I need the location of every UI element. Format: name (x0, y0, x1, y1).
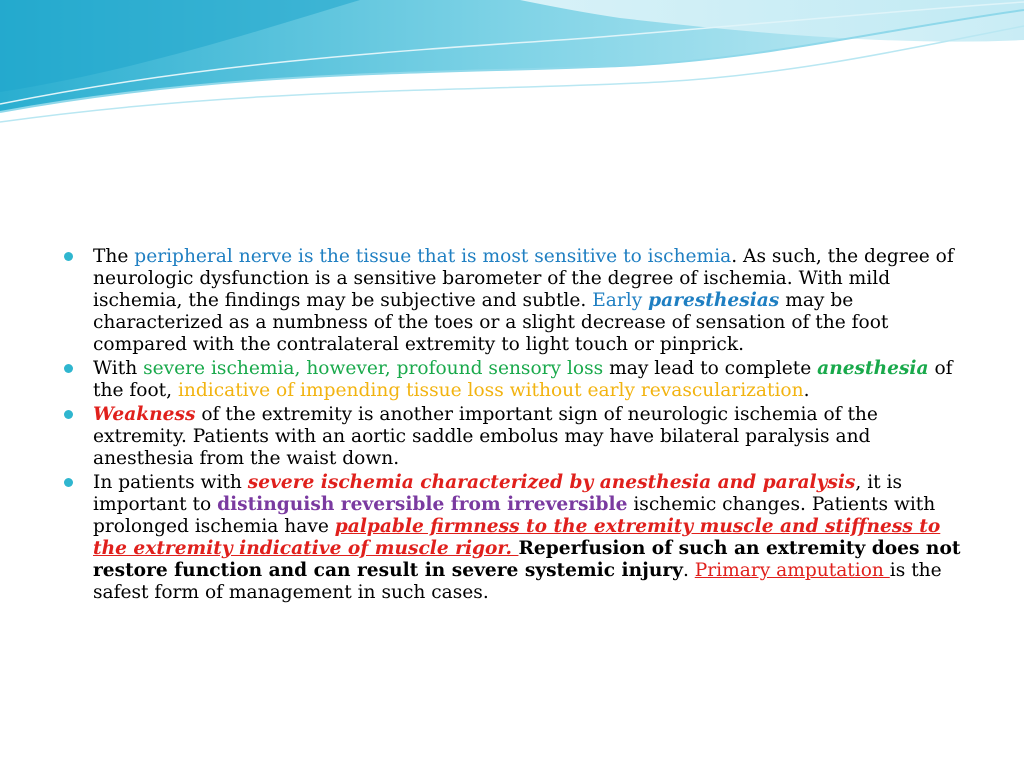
bullet-item-severe-ischemia (62, 358, 962, 402)
text: of the extremity is another important sign of neurologic ischemia of the extremity. Patients with an aortic saddle embolus may have bilateral paralysis and anesthesia from the waist down. (93, 404, 878, 469)
bullet-item-reversible-irreversible (62, 472, 962, 604)
emphasis-text: distinguish reversible from irreversible (217, 494, 628, 515)
highlight-text: peripheral nerve is the tissue that is most sensitive to ischemia (134, 246, 732, 267)
bullet-item-peripheral-nerve (62, 246, 962, 356)
highlight-text: indicative of impending tissue loss without early revascularization (177, 380, 804, 401)
text: . (803, 380, 810, 401)
text: may lead to complete (603, 358, 818, 379)
header-wave-decoration (0, 0, 1024, 150)
text: . As such, the degree of neurologic dysfunction is a sensitive barometer of the degree of ischemia. With mild ischemia, the findings may be subjective and subtle. (93, 246, 954, 311)
text: . (682, 560, 695, 581)
highlight-text: severe ischemia, however, profound sensory loss (143, 358, 604, 379)
text: In patients with (93, 472, 248, 493)
bullet-icon (64, 364, 73, 373)
bullet-icon (64, 410, 73, 419)
text: , it is important to (93, 472, 903, 515)
highlight-text: Primary amputation (694, 560, 890, 581)
bullet-item-weakness (62, 404, 962, 470)
emphasis-text: paresthesias (648, 290, 780, 311)
bullet-icon (64, 252, 73, 261)
bullet-list (62, 246, 962, 604)
highlight-text: Early (592, 290, 649, 311)
text: may be characterized as a numbness of the toes or a slight decrease of sensation of the foot compared with the contralateral extremity to light touch or pinprick. (93, 290, 889, 355)
emphasis-text: severe ischemia characterized by anesthesia and paralysis (247, 472, 856, 493)
text: of the foot, (93, 358, 953, 401)
emphasis-text: Weakness (93, 404, 196, 425)
emphasis-text: palpable firmness to the extremity muscle and stiffness to the extremity indicative of muscle rigor. (93, 516, 941, 559)
bullet-icon (64, 478, 73, 487)
text: With (93, 358, 144, 379)
emphasis-text: Reperfusion of such an extremity does not restore function and can result in severe systemic injury (93, 538, 961, 581)
slide-body (62, 246, 962, 606)
text: The (93, 246, 135, 267)
emphasis-text: anesthesia (817, 358, 929, 379)
text: is the safest form of management in such cases. (93, 560, 942, 603)
text: ischemic changes. Patients with prolonged ischemia have (93, 494, 936, 537)
